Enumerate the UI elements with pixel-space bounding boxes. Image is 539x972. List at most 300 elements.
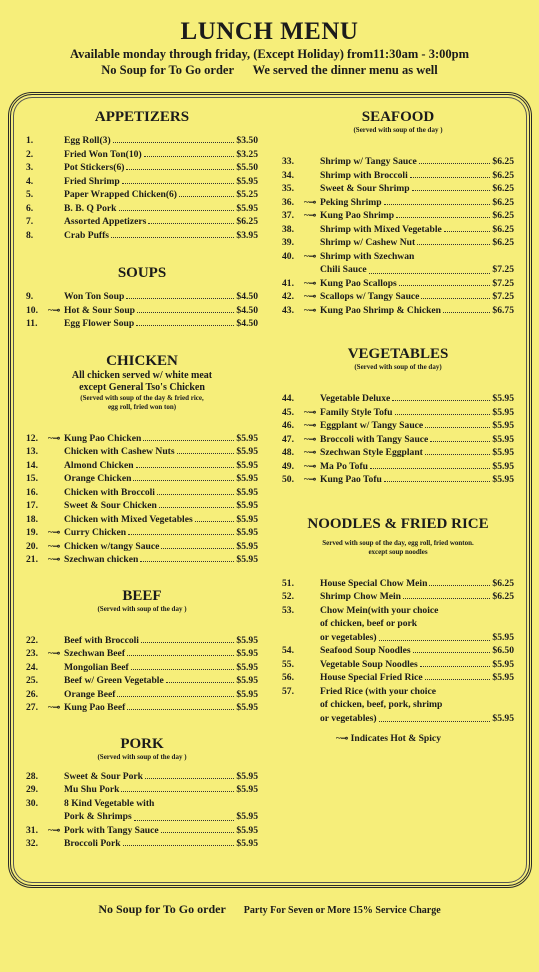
item-number: 53. [282, 604, 294, 616]
item-name-continued: of chicken, beef or pork [320, 618, 418, 629]
item-number: 31. [26, 824, 38, 836]
menu-item [26, 674, 258, 688]
legend-text: Indicates Hot & Spicy [350, 733, 441, 744]
dot-leader [425, 679, 491, 680]
dot-leader [144, 156, 235, 157]
item-name: Broccoli with Tangy Sauce [320, 433, 429, 445]
dot-leader [113, 142, 235, 143]
menu-item [282, 250, 514, 277]
dot-leader [177, 453, 235, 454]
section-soups [26, 264, 258, 331]
item-price: $5.95 [236, 486, 258, 498]
menu-item [26, 797, 258, 824]
item-price: $3.50 [236, 135, 258, 146]
dot-leader [425, 454, 491, 455]
item-name: Vegetable Soup Noodles [320, 658, 418, 670]
section-subtitle: (Served with soup of the day) [354, 363, 442, 371]
item-price: $6.25 [236, 216, 258, 227]
item-name: Pork with Tangy Sauce [64, 824, 159, 836]
item-price: $5.95 [236, 432, 258, 444]
section-title: SEAFOOD [361, 109, 435, 125]
item-price: $5.95 [236, 770, 258, 782]
item-name: Kung Pao Shrimp [320, 210, 395, 221]
item-name: Eggplant w/ Tangy Sauce [320, 420, 424, 431]
item-number: 34. [282, 169, 294, 181]
item-name: Broccoli Pork [64, 838, 121, 849]
item-number: 55. [282, 658, 294, 670]
item-number: 13. [26, 446, 38, 457]
dot-leader [369, 263, 491, 274]
item-number: 24. [26, 661, 38, 673]
hot-spicy-legend [282, 733, 514, 744]
item-name: Shrimp Chow Mein [320, 591, 402, 602]
pepper-icon: ~⊸ [304, 277, 317, 288]
item-number: 46. [282, 420, 294, 431]
item-price: $5.95 [492, 712, 514, 724]
notice-line [0, 62, 539, 78]
dot-leader [195, 521, 235, 522]
item-name: Kung Pao Shrimp & Chicken [320, 304, 442, 316]
item-price: $6.50 [492, 645, 514, 656]
dot-leader [136, 467, 235, 468]
item-name: Orange Beef [64, 688, 116, 700]
item-price: $5.95 [236, 702, 258, 713]
item-list [282, 577, 514, 726]
item-number: 27. [26, 702, 38, 713]
menu-item [26, 445, 258, 459]
item-name: 8 Kind Vegetable with [64, 797, 155, 809]
item-price: $4.50 [236, 291, 258, 302]
item-name-continued: of chicken, beef, pork, shrimp [320, 699, 443, 710]
item-name: Shrimp with Broccoli [320, 169, 408, 181]
section-beef [26, 587, 258, 715]
menu-footer [0, 900, 539, 918]
item-number: 35. [282, 183, 294, 194]
dot-leader [161, 548, 234, 549]
dot-leader [395, 414, 491, 415]
menu-item [26, 215, 258, 229]
item-name: Mongolian Beef [64, 661, 129, 673]
section-subtitle: (Served with soup of the day ) [97, 604, 187, 613]
availability-line: Available monday through friday, (Except Holiday) from11:30am - 3:00pm [70, 47, 469, 61]
item-number: 17. [26, 500, 38, 511]
item-name: Kung Pao Scallops [320, 277, 397, 289]
item-number: 19. [26, 527, 38, 538]
pepper-icon: ~⊸ [48, 648, 61, 658]
menu-item [282, 433, 514, 447]
dot-leader [161, 832, 235, 833]
item-name: Kung Pao Chicken [64, 432, 142, 444]
dot-leader [417, 244, 490, 245]
item-name-continued: Chili Sauce [320, 264, 367, 275]
item-name: Vegetable Deluxe [320, 393, 391, 404]
item-price: $5.95 [236, 811, 258, 822]
pepper-icon: ~⊸ [304, 474, 317, 484]
dot-leader [429, 585, 490, 586]
menu-item [282, 236, 514, 250]
pepper-icon: ~⊸ [48, 432, 61, 443]
item-number: 32. [26, 838, 38, 849]
item-number: 15. [26, 473, 38, 484]
menu-item [282, 290, 514, 304]
item-number: 14. [26, 459, 38, 471]
pepper-icon: ~⊸ [48, 304, 61, 315]
item-name: Shrimp with Mixed Vegetable [320, 223, 442, 235]
item-list [282, 155, 514, 317]
dot-leader [384, 481, 491, 482]
section-subtitle: egg roll, fried won ton) [107, 402, 177, 411]
item-price: $7.25 [492, 277, 514, 289]
item-price: $5.95 [236, 648, 258, 659]
section-subtitle: (Served with soup of the day ) [353, 126, 443, 134]
item-price: $5.95 [236, 446, 258, 457]
item-price: $5.95 [492, 474, 514, 485]
item-number: 37. [282, 210, 294, 221]
item-name: Won Ton Soup [64, 291, 125, 302]
item-list [26, 634, 258, 715]
menu-item [282, 671, 514, 685]
item-price: $5.95 [492, 420, 514, 431]
section-noodles [282, 515, 514, 726]
section-subtitle: except soup noodles [368, 547, 428, 556]
item-price: $7.25 [492, 264, 514, 275]
item-price: $6.25 [492, 156, 514, 167]
dot-leader [413, 652, 491, 653]
dot-leader [148, 223, 234, 224]
item-number: 23. [26, 648, 38, 659]
dot-leader [430, 441, 490, 442]
dot-leader [123, 845, 235, 846]
section-vegetables [282, 345, 514, 487]
item-price: $5.95 [236, 675, 258, 686]
section-pork [26, 735, 258, 851]
dot-leader [421, 298, 490, 299]
item-price: $4.50 [236, 318, 258, 329]
item-name: Chow Mein(with your choice [320, 604, 439, 616]
pepper-icon: ~⊸ [336, 733, 349, 743]
menu-item [282, 304, 514, 318]
menu-item [282, 223, 514, 237]
menu-item [26, 837, 258, 851]
menu-item [26, 540, 258, 554]
dot-leader [370, 468, 490, 469]
item-name: Fried Shrimp [64, 175, 120, 187]
item-price: $5.95 [236, 838, 258, 849]
pepper-icon: ~⊸ [48, 554, 61, 564]
item-price: $6.75 [492, 304, 514, 316]
menu-item [26, 634, 258, 648]
item-name: Peking Shrimp [320, 196, 382, 208]
dot-leader [159, 507, 235, 508]
menu-item [26, 661, 258, 675]
item-price: $5.50 [236, 162, 258, 173]
pepper-icon: ~⊸ [304, 304, 317, 315]
item-price: $6.25 [492, 210, 514, 221]
indent-spacer [282, 698, 320, 712]
item-number: 48. [282, 447, 294, 458]
item-number: 1. [26, 135, 34, 146]
dot-leader [119, 210, 235, 211]
item-name: Assorted Appetizers [64, 216, 147, 227]
item-price: $5.95 [236, 473, 258, 484]
item-price: $5.95 [492, 406, 514, 418]
item-number: 5. [26, 189, 34, 200]
item-price: $5.95 [236, 824, 258, 836]
item-price: $5.95 [236, 540, 258, 552]
item-name: Chicken with Cashew Nuts [64, 446, 175, 457]
item-number: 51. [282, 577, 294, 589]
dot-leader [166, 682, 235, 683]
footer-service-charge: Party For Seven or More 15% Service Charge [243, 905, 441, 916]
menu-item [282, 473, 514, 487]
menu-item [282, 419, 514, 433]
item-price: $6.25 [492, 183, 514, 194]
menu-item [26, 304, 258, 318]
menu-item [282, 446, 514, 460]
section-title: APPETIZERS [94, 109, 190, 125]
item-number: 45. [282, 406, 294, 418]
item-name: Kung Pao Beef [64, 702, 126, 713]
indent-spacer [26, 810, 64, 824]
item-price: $6.25 [492, 223, 514, 235]
item-name-continued: Pork & Shrimps [64, 811, 132, 822]
item-price: $5.95 [236, 500, 258, 511]
item-price: $5.95 [236, 459, 258, 471]
item-price: $5.95 [492, 447, 514, 458]
item-name-continued: or vegetables) [320, 631, 377, 643]
item-name: Sweet & Sour Chicken [64, 500, 157, 511]
menu-item [26, 148, 258, 162]
pepper-icon: ~⊸ [304, 433, 317, 444]
item-price: $6.25 [492, 577, 514, 589]
item-name: Kung Pao Tofu [320, 474, 382, 485]
menu-item [26, 229, 258, 243]
pepper-icon: ~⊸ [304, 291, 317, 301]
item-price: $6.25 [492, 169, 514, 181]
dot-leader [403, 598, 490, 599]
item-number: 44. [282, 393, 294, 404]
menu-item [26, 688, 258, 702]
pepper-icon: ~⊸ [48, 527, 61, 537]
no-soup-notice: No Soup for To Go order [101, 63, 235, 77]
dot-leader [143, 440, 234, 441]
item-name: Szechwan Style Eggplant [320, 447, 423, 458]
menu-item [282, 604, 514, 645]
pepper-icon: ~⊸ [304, 210, 317, 220]
dot-leader [399, 285, 491, 286]
item-name: Fried Rice (with your choice [320, 685, 436, 697]
item-name: Chicken with Mixed Vegetables [64, 513, 193, 525]
item-number: 26. [26, 688, 38, 700]
item-price: $7.25 [492, 291, 514, 302]
section-title: CHICKEN [106, 352, 178, 369]
item-price: $6.25 [492, 196, 514, 208]
item-name: Egg Flower Soup [64, 318, 135, 329]
item-price: $6.25 [492, 237, 514, 248]
menu-item [282, 685, 514, 726]
item-price: $5.95 [492, 658, 514, 670]
item-number: 6. [26, 202, 34, 214]
item-number: 22. [26, 634, 38, 646]
indent-spacer [282, 617, 320, 631]
menu-item [26, 317, 258, 331]
chicken-note: All chicken served w/ white meat [71, 369, 213, 381]
dot-leader [122, 183, 235, 184]
item-name: Egg Roll(3) [64, 135, 111, 146]
dot-leader [396, 217, 490, 218]
item-number: 49. [282, 460, 294, 472]
item-list [26, 290, 258, 331]
right-column [282, 108, 514, 744]
item-number: 56. [282, 672, 294, 683]
dot-leader [384, 204, 491, 205]
item-price: $5.95 [492, 672, 514, 683]
chicken-note: except General Tso's Chicken [79, 381, 205, 393]
item-number: 50. [282, 474, 294, 485]
dot-leader [111, 237, 234, 238]
menu-item [26, 499, 258, 513]
dot-leader [140, 561, 234, 562]
item-number: 57. [282, 685, 294, 697]
item-number: 33. [282, 156, 294, 167]
pepper-icon: ~⊸ [304, 460, 317, 471]
pepper-icon: ~⊸ [304, 406, 317, 417]
item-number: 7. [26, 216, 34, 227]
item-number: 10. [26, 304, 38, 316]
item-number: 42. [282, 291, 294, 302]
menu-item [282, 406, 514, 420]
item-number: 30. [26, 797, 38, 809]
dot-leader [412, 190, 491, 191]
section-title: VEGETABLES [347, 346, 449, 362]
item-name: B. B. Q Pork [64, 202, 117, 214]
item-name: Curry Chicken [64, 527, 127, 538]
dot-leader [145, 778, 234, 779]
item-name: Shrimp w/ Cashew Nut [320, 237, 416, 248]
dot-leader [179, 196, 234, 197]
menu-item [26, 202, 258, 216]
item-name: Scallops w/ Tangy Sauce [320, 291, 420, 302]
item-price: $5.95 [236, 661, 258, 673]
item-name: Ma Po Tofu [320, 460, 368, 472]
item-number: 16. [26, 486, 38, 498]
pepper-icon: ~⊸ [48, 824, 61, 835]
item-number: 28. [26, 770, 38, 782]
item-price: $5.95 [236, 175, 258, 187]
menu-item [26, 175, 258, 189]
item-list [26, 134, 258, 242]
menu-item [26, 459, 258, 473]
menu-item [282, 196, 514, 210]
menu-item [282, 182, 514, 196]
menu-header [0, 18, 539, 78]
item-name: Beef with Broccoli [64, 634, 139, 646]
item-list [282, 392, 514, 487]
pepper-icon: ~⊸ [304, 447, 317, 457]
menu-item [282, 644, 514, 658]
dot-leader [137, 312, 234, 313]
section-subtitle: (Served with soup of the day & fried rice, [80, 393, 204, 402]
menu-item [282, 155, 514, 169]
footer-no-soup: No Soup for To Go order [98, 902, 226, 916]
section-title: SOUPS [117, 265, 167, 281]
menu-item [26, 783, 258, 797]
menu-item [26, 161, 258, 175]
item-name: Seafood Soup Noodles [320, 645, 411, 656]
dot-leader [134, 810, 235, 821]
item-name: Chicken with Broccoli [64, 486, 155, 498]
section-subtitle: (Served with soup of the day ) [97, 752, 187, 761]
item-name: Chicken w/tangy Sauce [64, 540, 160, 552]
dinner-notice: We served the dinner menu as well [252, 63, 438, 77]
pepper-icon: ~⊸ [304, 196, 317, 207]
menu-item [282, 658, 514, 672]
dot-leader [410, 177, 491, 178]
item-number: 21. [26, 554, 38, 565]
item-price: $5.25 [236, 189, 258, 200]
item-name: Almond Chicken [64, 459, 134, 471]
dot-leader [443, 312, 490, 313]
left-column [26, 108, 258, 851]
item-number: 8. [26, 229, 34, 241]
item-name: Paper Wrapped Chicken(6) [64, 189, 178, 200]
item-name: Orange Chicken [64, 473, 132, 484]
item-name: Crab Puffs [64, 229, 110, 241]
item-name: Shrimp with Szechwan [320, 250, 415, 262]
item-price: $5.95 [236, 513, 258, 525]
item-number: 3. [26, 162, 34, 173]
item-number: 39. [282, 237, 294, 248]
menu-item [26, 486, 258, 500]
section-title: BEEF [122, 587, 162, 604]
menu-item [26, 513, 258, 527]
section-seafood [282, 108, 514, 317]
item-number: 36. [282, 196, 294, 208]
menu-item [282, 460, 514, 474]
menu-item [26, 290, 258, 304]
item-name: Pot Stickers(6) [64, 162, 125, 173]
dot-leader [126, 298, 234, 299]
item-price: $5.95 [236, 554, 258, 565]
menu-item [26, 526, 258, 540]
item-price: $3.25 [236, 148, 258, 160]
item-number: 4. [26, 175, 34, 187]
dot-leader [392, 400, 490, 401]
item-name-continued: or vegetables) [320, 712, 377, 724]
dot-leader [136, 325, 234, 326]
menu-item [26, 432, 258, 446]
menu-item [26, 188, 258, 202]
menu-item [26, 134, 258, 148]
menu-item [282, 577, 514, 591]
menu-item [26, 647, 258, 661]
dot-leader [425, 427, 490, 428]
item-number: 12. [26, 432, 38, 444]
item-price: $6.25 [492, 591, 514, 602]
dot-leader [131, 669, 235, 670]
item-name: Hot & Sour Soup [64, 304, 135, 316]
menu-item [282, 209, 514, 223]
item-number: 25. [26, 675, 38, 686]
section-title: PORK [120, 735, 164, 752]
item-name: Fried Won Ton(10) [64, 148, 142, 160]
indent-spacer [282, 631, 320, 645]
dot-leader [128, 534, 234, 535]
item-number: 20. [26, 540, 38, 552]
dot-leader [126, 169, 234, 170]
item-number: 2. [26, 148, 34, 160]
pepper-icon: ~⊸ [304, 250, 317, 261]
